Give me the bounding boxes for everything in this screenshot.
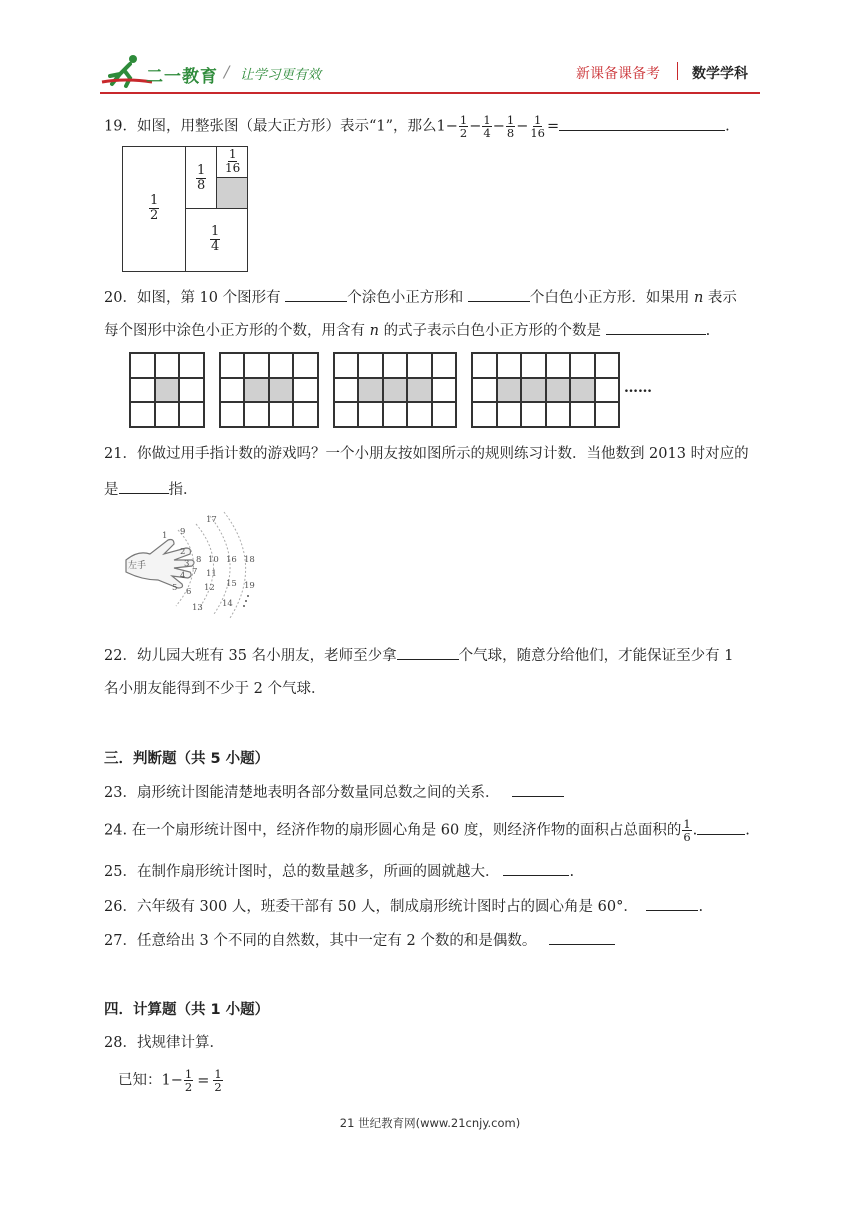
answer-blank	[697, 820, 745, 835]
count-number: 17	[206, 515, 217, 525]
fraction-1-4: $\frac{1}{4}$	[483, 113, 491, 140]
question-21-line-2	[104, 479, 198, 500]
q27-text: 27．任意给出 3 个不同的自然数，其中一定有 2 个数的和是偶数。	[104, 933, 537, 949]
fraction-1-2: $\frac{1}{2}$	[184, 1067, 193, 1094]
question-24	[104, 818, 750, 843]
period: .	[569, 864, 575, 880]
header-right-right: 数学学科	[692, 66, 748, 82]
q24-text: 24. 在一个扇形统计图中，经济作物的扇形圆心角是 60 度，则经济作物的面积占总面积的	[104, 822, 682, 839]
white-square	[521, 402, 546, 427]
white-square	[334, 353, 359, 378]
known-label: 已知：	[118, 1072, 162, 1089]
slogan: 让学习更有效	[240, 67, 321, 83]
question-19	[104, 114, 730, 139]
count-number: 4	[180, 571, 186, 581]
white-square	[472, 378, 497, 403]
white-square	[595, 402, 620, 427]
question-26	[104, 896, 703, 917]
answer-blank	[559, 116, 725, 131]
shaded-square	[570, 378, 595, 403]
white-square	[546, 402, 571, 427]
label-one-sixteenth: $\frac{1}{16}$	[225, 147, 241, 175]
count-number: 16	[226, 555, 237, 565]
white-square	[595, 353, 620, 378]
equals-sign: =	[546, 118, 560, 135]
period: .	[692, 822, 698, 839]
pattern-figure-3	[333, 352, 458, 428]
period: .	[725, 118, 730, 135]
q21-text-b: 指．	[168, 482, 198, 498]
answer-blank	[646, 896, 698, 911]
white-square	[497, 402, 522, 427]
equals-sign: =	[197, 1072, 210, 1089]
header-right-left: 新课备课备考	[576, 66, 660, 82]
q22-text-b: 个气球，随意分给他们，才能保证至少有 1	[458, 648, 734, 664]
minus-sign: −	[170, 1072, 183, 1089]
shaded-square	[546, 378, 571, 403]
count-number: 9	[180, 527, 186, 537]
question-22-line-2: 名小朋友能得到不少于 2 个气球．	[104, 681, 326, 697]
shaded-square	[269, 378, 294, 403]
label-one-eighth: $\frac{1}{8}$	[197, 163, 206, 193]
fraction-1-2: $\frac{1}{2}$	[214, 1067, 222, 1094]
label-one-half: $\frac{1}{2}$	[150, 193, 159, 223]
q22-text-a: 22．幼儿园大班有 35 名小朋友，老师至少拿	[104, 648, 397, 664]
count-number: 10	[208, 555, 219, 565]
question-20-line-1	[104, 287, 737, 308]
ellipsis: ……	[624, 380, 652, 396]
question-23	[104, 782, 564, 803]
white-square	[155, 353, 180, 378]
minus-sign: −	[516, 118, 529, 135]
white-square	[407, 353, 432, 378]
answer-blank	[549, 930, 615, 945]
count-number: 15	[226, 579, 237, 589]
minus-sign: −	[492, 118, 505, 135]
count-number: 2	[180, 547, 186, 557]
minus-sign: −	[469, 118, 482, 135]
shaded-region	[217, 178, 247, 209]
count-number: 14	[222, 599, 233, 609]
white-square	[334, 378, 359, 403]
pattern-figure-2	[219, 352, 319, 428]
header-rule	[100, 92, 760, 94]
white-square	[220, 378, 245, 403]
period: .	[745, 822, 750, 839]
minus-sign: −	[445, 118, 458, 135]
white-square	[155, 402, 180, 427]
count-number: 11	[206, 569, 217, 579]
one: 1	[161, 1072, 171, 1089]
answer-blank	[468, 287, 530, 302]
white-square	[269, 402, 294, 427]
count-number: 13	[192, 603, 203, 613]
count-number: 8	[196, 555, 202, 565]
white-square	[432, 378, 457, 403]
white-square	[358, 353, 383, 378]
answer-blank	[512, 782, 564, 797]
white-square	[570, 402, 595, 427]
answer-blank	[397, 645, 459, 660]
period: .	[698, 899, 704, 915]
white-square	[130, 402, 155, 427]
section-4-title: 四．计算题（共 1 小题）	[104, 1002, 270, 1018]
white-square	[220, 353, 245, 378]
white-square	[383, 353, 408, 378]
q20-text-b: 个涂色小正方形和	[347, 290, 464, 306]
white-square	[293, 402, 318, 427]
q20-text-f: 的式子表示白色小正方形的个数是	[383, 323, 602, 339]
question-27	[104, 930, 615, 951]
q23-text: 23．扇形统计图能清楚地表明各部分数量同总数之间的关系．	[104, 785, 500, 801]
label-one-quarter: $\frac{1}{4}$	[211, 224, 220, 254]
count-number: 7	[192, 567, 198, 577]
footer: 21 世纪教育网(www.21cnjy.com)	[339, 1116, 521, 1130]
white-square	[179, 353, 204, 378]
header	[100, 52, 760, 92]
white-square	[220, 402, 245, 427]
white-square	[472, 353, 497, 378]
pattern-figure-4	[471, 352, 620, 428]
q19-one: 1	[436, 118, 446, 135]
shaded-square	[497, 378, 522, 403]
fraction-1-16: $\frac{1}{16}$	[530, 113, 545, 140]
shaded-square	[383, 378, 408, 403]
pattern-figure-1	[129, 352, 205, 428]
count-number: 1	[162, 531, 168, 541]
slogan-divider: /	[224, 62, 230, 81]
answer-blank	[606, 320, 706, 335]
white-square	[407, 402, 432, 427]
answer-blank	[285, 287, 347, 302]
white-square	[179, 402, 204, 427]
answer-blank	[119, 479, 169, 494]
q26-text: 26．六年级有 300 人，班委干部有 50 人，制成扇形统计图时占的圆心角是 60°．	[104, 899, 638, 915]
q20-text-c: 个白色小正方形．如果用	[529, 290, 690, 306]
period: .	[705, 323, 711, 339]
question-22-line-1	[104, 645, 733, 666]
white-square	[432, 402, 457, 427]
fraction-1-8: $\frac{1}{8}$	[506, 113, 515, 140]
count-number: 19	[244, 581, 255, 591]
white-square	[383, 402, 408, 427]
count-number: 5	[172, 583, 178, 593]
fraction-square-diagram	[122, 146, 248, 272]
question-25	[104, 861, 574, 882]
count-number: 3	[184, 559, 190, 569]
shaded-square	[358, 378, 383, 403]
white-square	[293, 353, 318, 378]
question-20-line-2	[104, 320, 710, 341]
white-square	[130, 378, 155, 403]
q20-text-a: 20．如图，第 10 个图形有	[104, 290, 281, 306]
question-21-line-1: 21．你做过用手指计数的游戏吗？一个小朋友按如图所示的规则练习计数．当他数到 2013 时对应的	[104, 446, 749, 462]
shaded-square	[244, 378, 269, 403]
q25-text: 25．在制作扇形统计图时，总的数量越多，所画的圆就越大．	[104, 864, 500, 880]
count-number: 左手	[128, 561, 147, 571]
hand-counting-figure	[118, 510, 268, 620]
q21-text-a: 是	[104, 482, 119, 498]
white-square	[244, 353, 269, 378]
white-square	[570, 353, 595, 378]
count-number: 18	[244, 555, 255, 565]
count-number: 6	[186, 587, 192, 597]
shaded-square	[521, 378, 546, 403]
white-square	[432, 353, 457, 378]
white-square	[130, 353, 155, 378]
header-divider	[677, 62, 678, 80]
section-3-title: 三．判断题（共 5 小题）	[104, 751, 270, 767]
white-square	[521, 353, 546, 378]
shaded-square	[155, 378, 180, 403]
variable-n: n	[369, 323, 379, 339]
white-square	[546, 353, 571, 378]
q20-text-d: 表示	[707, 290, 737, 306]
white-square	[497, 353, 522, 378]
white-square	[244, 402, 269, 427]
white-square	[358, 402, 383, 427]
known-equation	[118, 1068, 224, 1093]
white-square	[293, 378, 318, 403]
answer-blank	[503, 861, 569, 876]
white-square	[179, 378, 204, 403]
white-square	[595, 378, 620, 403]
count-number: 12	[204, 583, 215, 593]
variable-n: n	[693, 290, 704, 306]
white-square	[269, 353, 294, 378]
shaded-square	[407, 378, 432, 403]
white-square	[472, 402, 497, 427]
white-square	[334, 402, 359, 427]
logo-text: 二一教育	[146, 67, 218, 87]
fraction-1-6: $\frac{1}{6}$	[683, 817, 691, 844]
q19-text: 19．如图，用整张图（最大正方形）表示“1”，那么	[104, 118, 437, 135]
q20-text-e: 每个图形中涂色小正方形的个数，用含有	[104, 323, 365, 339]
fraction-1-2: $\frac{1}{2}$	[459, 113, 468, 140]
question-28: 28．找规律计算．	[104, 1035, 224, 1051]
